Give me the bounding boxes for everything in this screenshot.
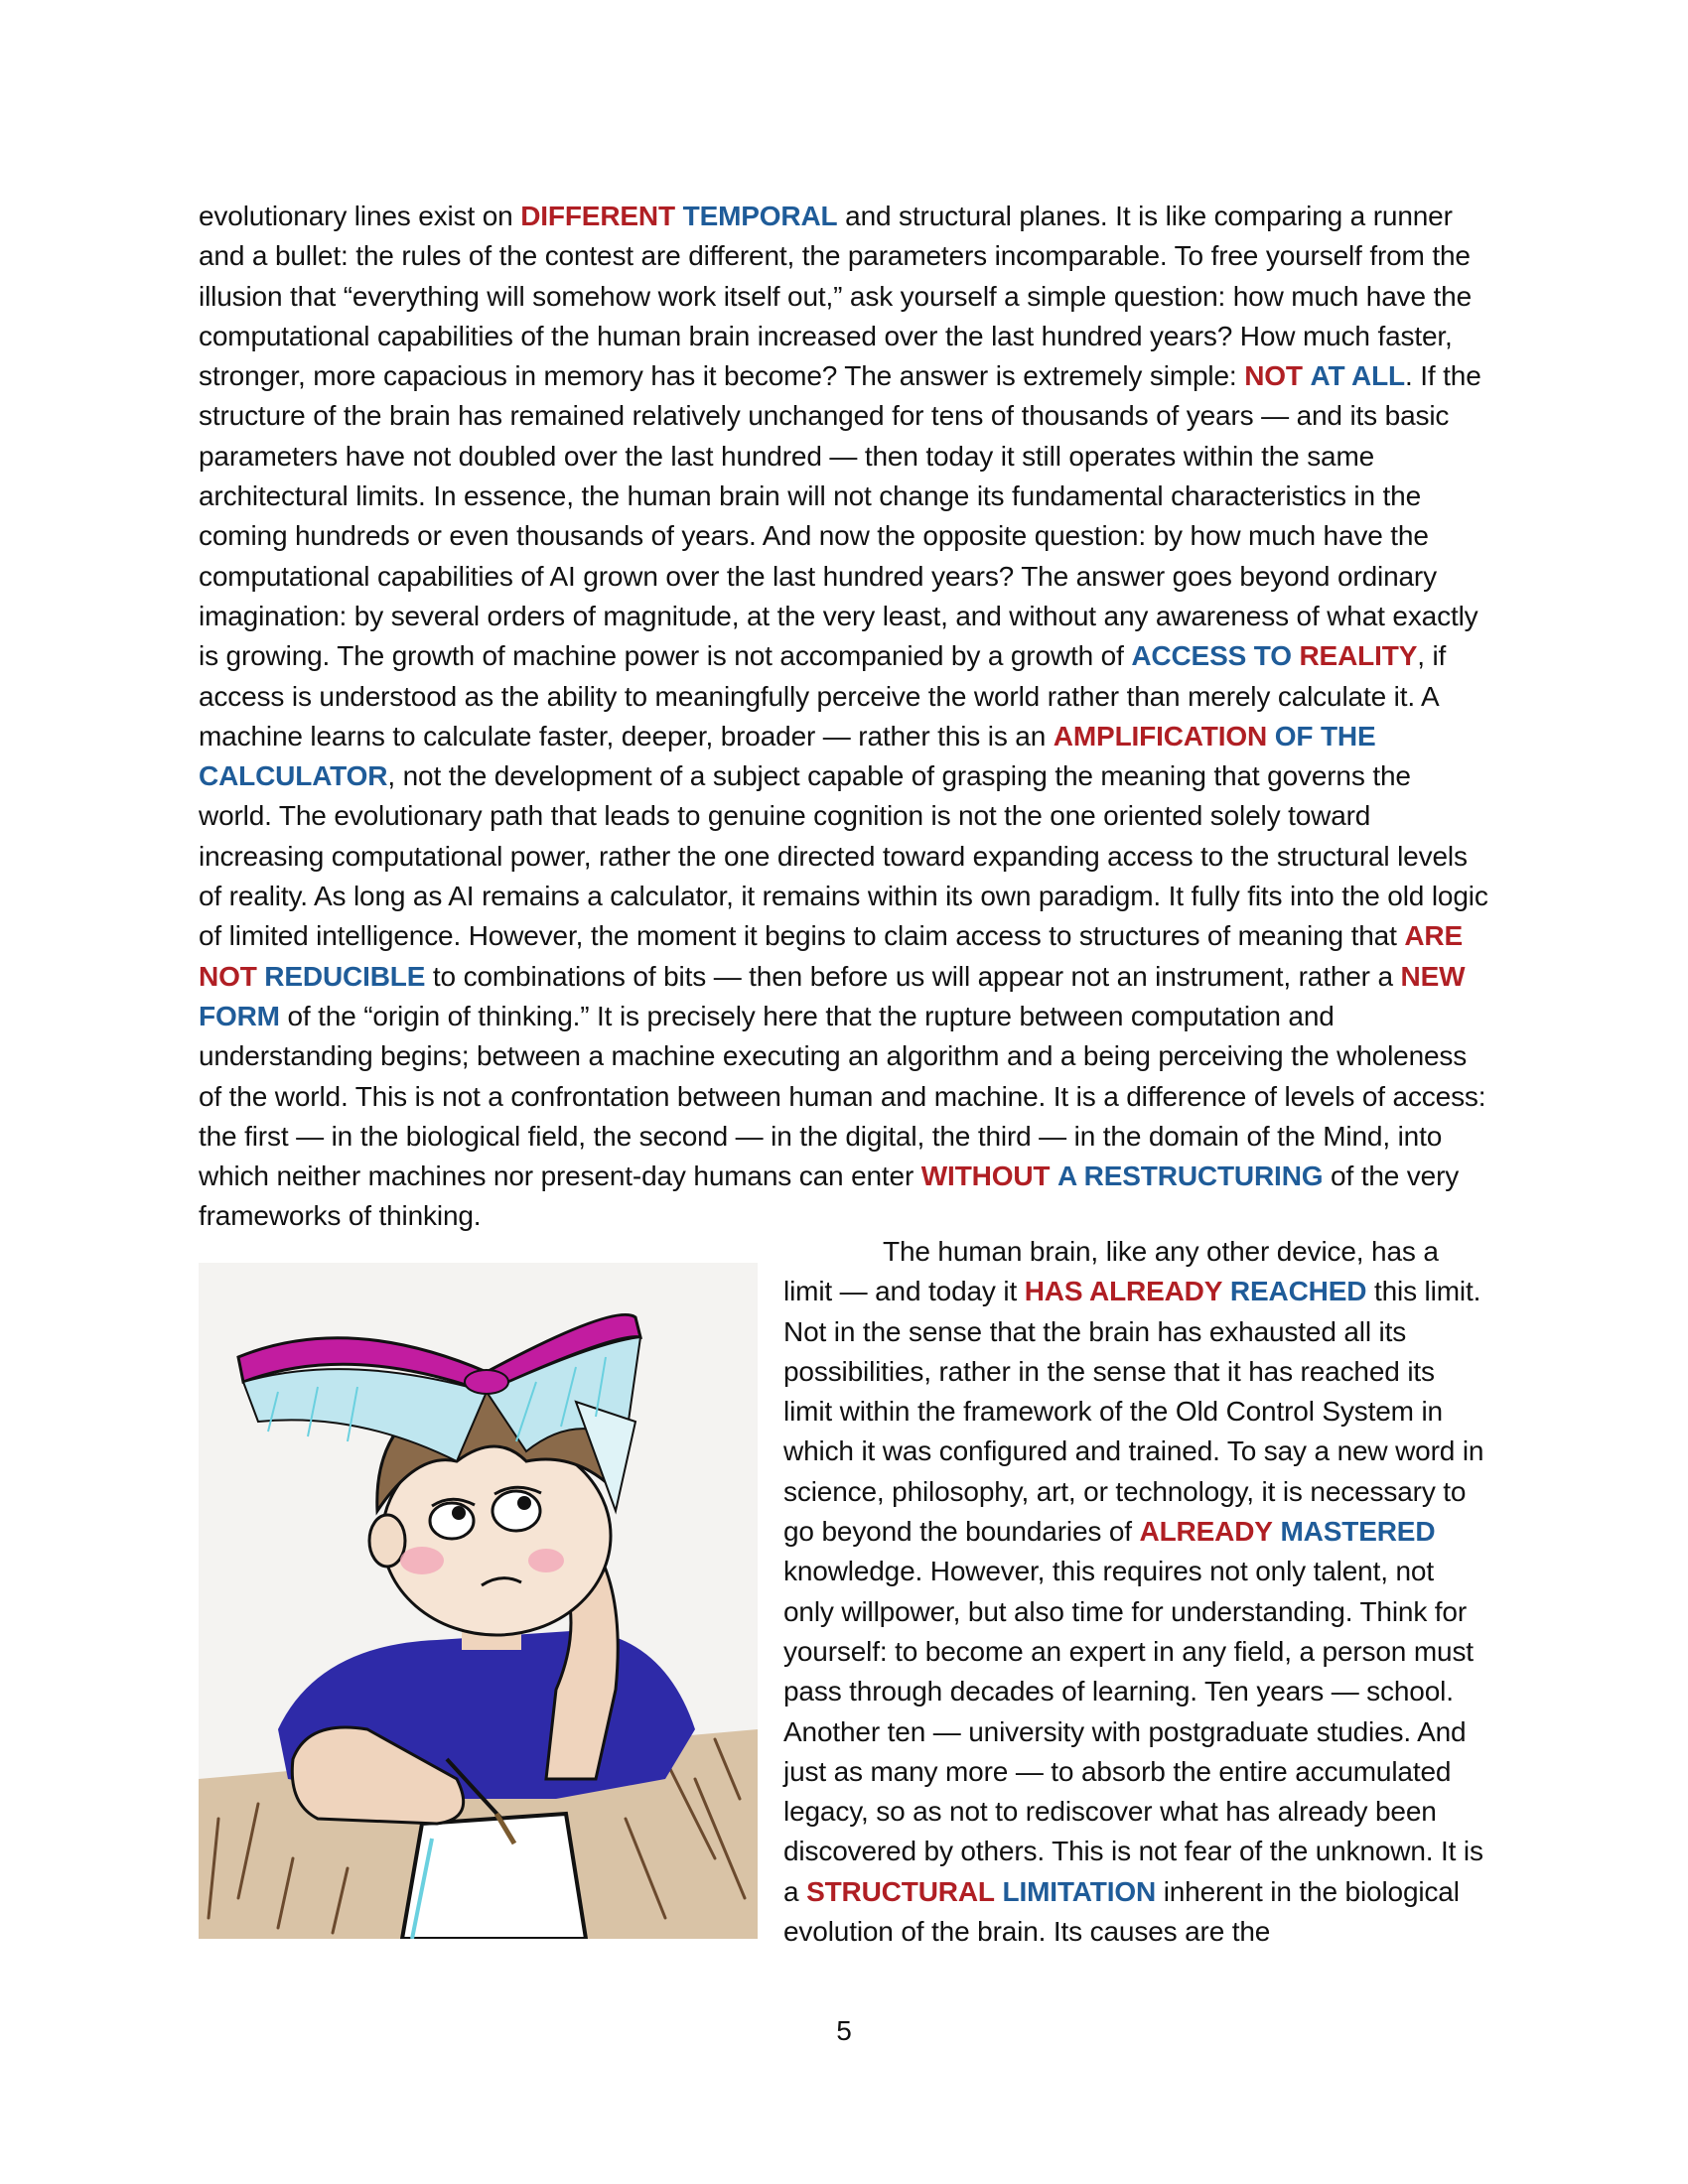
text-run [1267,721,1275,751]
text-run [675,201,683,231]
emphasis-blue: REACHED [1229,1276,1367,1307]
emphasis-blue: A RESTRUCTURING [1057,1160,1324,1192]
emphasis-red: NEW [1400,960,1466,992]
emphasis-red: NOT [1244,360,1303,392]
emphasis-blue: OF THE CALCULATOR [199,720,1376,792]
text-run: . If the structure of the brain has remained relatively unchanged for tens of thousands of years — and its basic parameters have not doubled over the last hundred — then today it still operates within the same architectural limits. In essence, the human brain will not change its fundamental characteristics in the coming hundreds or even thousands of years. And now the opposite question: by how much have the computational capabilities of AI grown over the last hundred years? The answer goes beyond ordinary imagination: by several orders of magnitude, at the very least, and without any awareness of what exactly is growing. The growth of machine power is not accompanied by a growth of [199,360,1481,672]
emphasis-blue: AT ALL [1310,360,1405,392]
text-run [1222,1276,1230,1306]
emphasis-red: AMPLIFICATION [1053,720,1268,751]
text-run: knowledge. However, this requires not only talent, not only willpower, but also time for understanding. Think for yourself: to become an expert in any field, a person must pass through decades of learning. Ten years — school. Another ten — university with postgraduate studies. And just as many more — to absorb the entire accumulated legacy, so as not to rediscover what has already been discovered by others. This is not fear of the unknown. It is a [783,1556,1483,1907]
emphasis-blue: FORM [199,1000,280,1031]
body-paragraph-1 [199,197,1489,1237]
emphasis-red: STRUCTURAL [806,1875,995,1907]
emphasis-blue: MASTERED [1280,1516,1436,1548]
emphasis-red: ALREADY [1139,1516,1273,1548]
text-run: of the “origin of thinking.” It is precisely here that the rupture between computation and understanding begins; between a machine executing an algorithm and a being perceiving the wholeness of the world. This is not a confrontation between human and machine. It is a difference of levels of access: the first — in the biological field, the second — in the digital, the third — in the domain of the Mind, into which neither machines nor present-day humans can enter [199,1000,1486,1192]
text-run: this limit. Not in the sense that the brain has exhausted all its possibilities, rather in the sense that it has reached its limit within the framework of the Old Control System in which it was configured and trained. To say a new word in science, philosophy, art, or technology, it is necessary to go beyond the boundaries of [783,1276,1484,1548]
emphasis-red: DIFFERENT [520,201,675,231]
text-run: The human brain, like any other device, has a limit — and today it [783,1236,1439,1307]
emphasis-blue: TEMPORAL [682,201,838,231]
emphasis-blue: REDUCIBLE [264,960,426,992]
text-run [995,1876,1003,1907]
emphasis-blue: LIMITATION [1002,1875,1157,1907]
emphasis-red: REALITY [1299,640,1418,672]
text-run: , not the development of a subject capable of grasping the meaning that governs the world. The evolutionary path that leads to genuine cognition is not the one oriented solely toward increasing computational power, rather the one directed toward expanding access to the structural levels of reality. As long as AI remains a calculator, it remains within its own paradigm. It fully fits into the old logic of limited intelligence. However, the moment it begins to claim access to structures of meaning that [199,760,1488,952]
emphasis-red: ARE NOT [199,920,1463,992]
text-run: evolutionary lines exist on [199,201,521,231]
text-run: and structural planes. It is like comparing a runner and a bullet: the rules of the contest are different, the parameters incomparable. To free yourself from the illusion that “everything will somehow work itself out,” ask yourself a simple question: how much have the computational capabilities of the human brain increased over the last hundred years? How much faster, stronger, more capacious in memory has it become? The answer is extremely simple: [199,201,1473,392]
body-paragraph-2 [783,1232,1489,1952]
emphasis-red: WITHOUT [920,1160,1051,1192]
page-number: 5 [836,2015,852,2046]
emphasis-red: HAS ALREADY [1024,1276,1223,1307]
text-run [1050,1160,1057,1191]
text-run: inherent in the biological evolution of the brain. Its causes are the [783,1875,1460,1948]
text-run: of the very frameworks of thinking. [199,1160,1460,1232]
illustration-child-with-book-on-head [199,1263,758,1939]
emphasis-blue: ACCESS TO [1131,640,1292,672]
text-run: to combinations of bits — then before us will appear not an instrument, rather a [425,960,1401,992]
text-run: , if access is understood as the ability to meaningfully perceive the world rather than merely calculate it. A machine learns to calculate faster, deeper, broader — rather this is an [199,640,1447,751]
